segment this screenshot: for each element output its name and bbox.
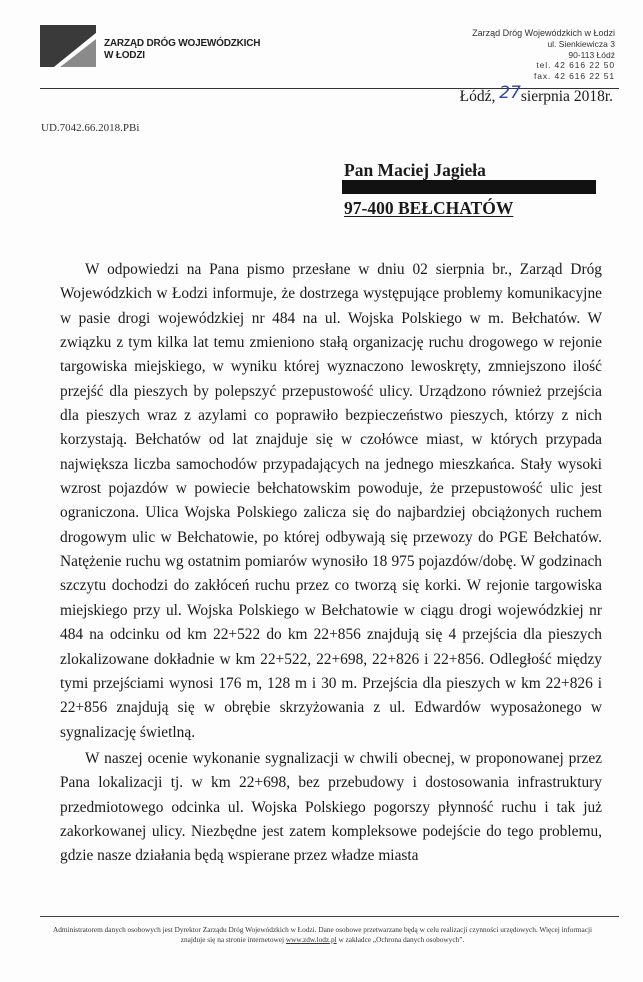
footer-website-link[interactable]: www.zdw.lodz.pl [285, 935, 337, 944]
body-paragraph-1: W odpowiedzi na Pana pismo przesłane w dniu 02 sierpnia br., Zarząd Dróg Wojewódzkich w Łodzi informuje, że dostrzega występujące problemy komunikacyjne w pasie drogi wojewódzkiej nr 484 na ul. Wojska Polskiego w m. Bełchatów. W związku z tym kilka lat temu zmieniono stałą organizację ruchu drogowego w rejonie targowiska miejskiego, w wyniku której wyznaczono lewoskręty, zmniejszono ilość przejść dla pieszych by polepszyć przepustowość ulicy. Urządzono również przejścia dla pieszych wraz z azylami co poprawiło bezpieczeństwo pieszych, którzy z nich korzystają. Bełchatów od lat znajduje się w czołówce miast, w których przypada największa liczba samochodów przypadających na jednego mieszkańca. Stały wysoki wzrost pojazdów w powiecie bełchatowskim powoduje, że przepustowość ulic jest ograniczona. Ulica Wojska Polskiego zalicza się do najbardziej obciążonych ruchem drogowym ulic w Bełchatowie, po której odbywają się przewozy do PGE Bełchatów. Natężenie ruchu wg ostatnim pomiarów wynosiło 18 975 pojazdów/dobę. W godzinach szczytu dochodzi do zakłóceń ruchu przez co tworzą się korki. W rejonie targowiska miejskiego przy ul. Wojska Polskiego w Bełchatowie w ciągu drogi wojewódzkiej nr 484 na odcinku od km 22+522 do km 22+856 znajdują się 4 przejścia dla pieszych zlokalizowane dokładnie w km 22+522, 22+698, 22+826 i 22+856. Odległość między tymi przejściami wynosi 176 m, 128 m i 30 m. Przejścia dla pieszych w km 22+826 i 22+856 znajdują się w obrębie skrzyżowania z ul. Edwardów wyposażonego w sygnalizację świetlną. [60, 261, 602, 741]
footer-text-a: Administratorem danych osobowych jest Dyrektor Zarządu Dróg Wojewódzkich w Łodzi. Dane osobowe przetwarzane będą w celu realizacji czynności urzędowych. Więcej informacji znajduje się na stronie internetowej [52, 925, 593, 944]
contact-fax: fax. 42 616 22 51 [534, 71, 615, 82]
date-place: Łódź, [459, 88, 496, 105]
letter-body [60, 258, 602, 869]
addressee-name: Pan Maciej Jagieła [344, 160, 486, 180]
logo-line-1: ZARZĄD DRÓG WOJEWÓDZKICH [104, 38, 261, 49]
contact-block [472, 28, 615, 82]
contact-postal: 90-113 Łódź [568, 49, 615, 60]
letter-date [459, 83, 613, 106]
reference-number: UD.7042.66.2018.PBi [41, 122, 140, 134]
contact-phone: tel. 42 616 22 50 [536, 60, 615, 71]
footer-divider [40, 916, 619, 917]
logo-wordmark [104, 38, 260, 62]
privacy-footer [50, 925, 595, 945]
logo-line-2: W ŁODZI [104, 50, 145, 61]
date-day-handwritten: 27 [499, 83, 521, 103]
redacted-street-bar [342, 180, 596, 194]
contact-street: ul. Sienkiewicza 3 [547, 38, 615, 49]
contact-org: Zarząd Dróg Wojewódzkich w Łodzi [472, 28, 615, 38]
body-paragraph-2: W naszej ocenie wykonanie sygnalizacji w chwili obecnej, w proponowanej przez Pana lokalizacji tj. w km 22+698, bez przebudowy i dostosowania infrastruktury przedmiotowego odcinka ul. Wojska Polskiego pogorszy płynność ruchu i tak już zakorkowanej ulicy. Niezbędne jest zatem kompleksowe podejście do tego problemu, gdzie nasze działania będą wspierane przez władze miasta [60, 749, 602, 865]
addressee-city: 97-400 BEŁCHATÓW [344, 198, 514, 218]
zdw-logo-icon [40, 25, 96, 67]
date-rest: sierpnia 2018r. [520, 88, 613, 105]
footer-text-b: w zakładce „Ochrona danych osobowych”. [336, 935, 465, 944]
